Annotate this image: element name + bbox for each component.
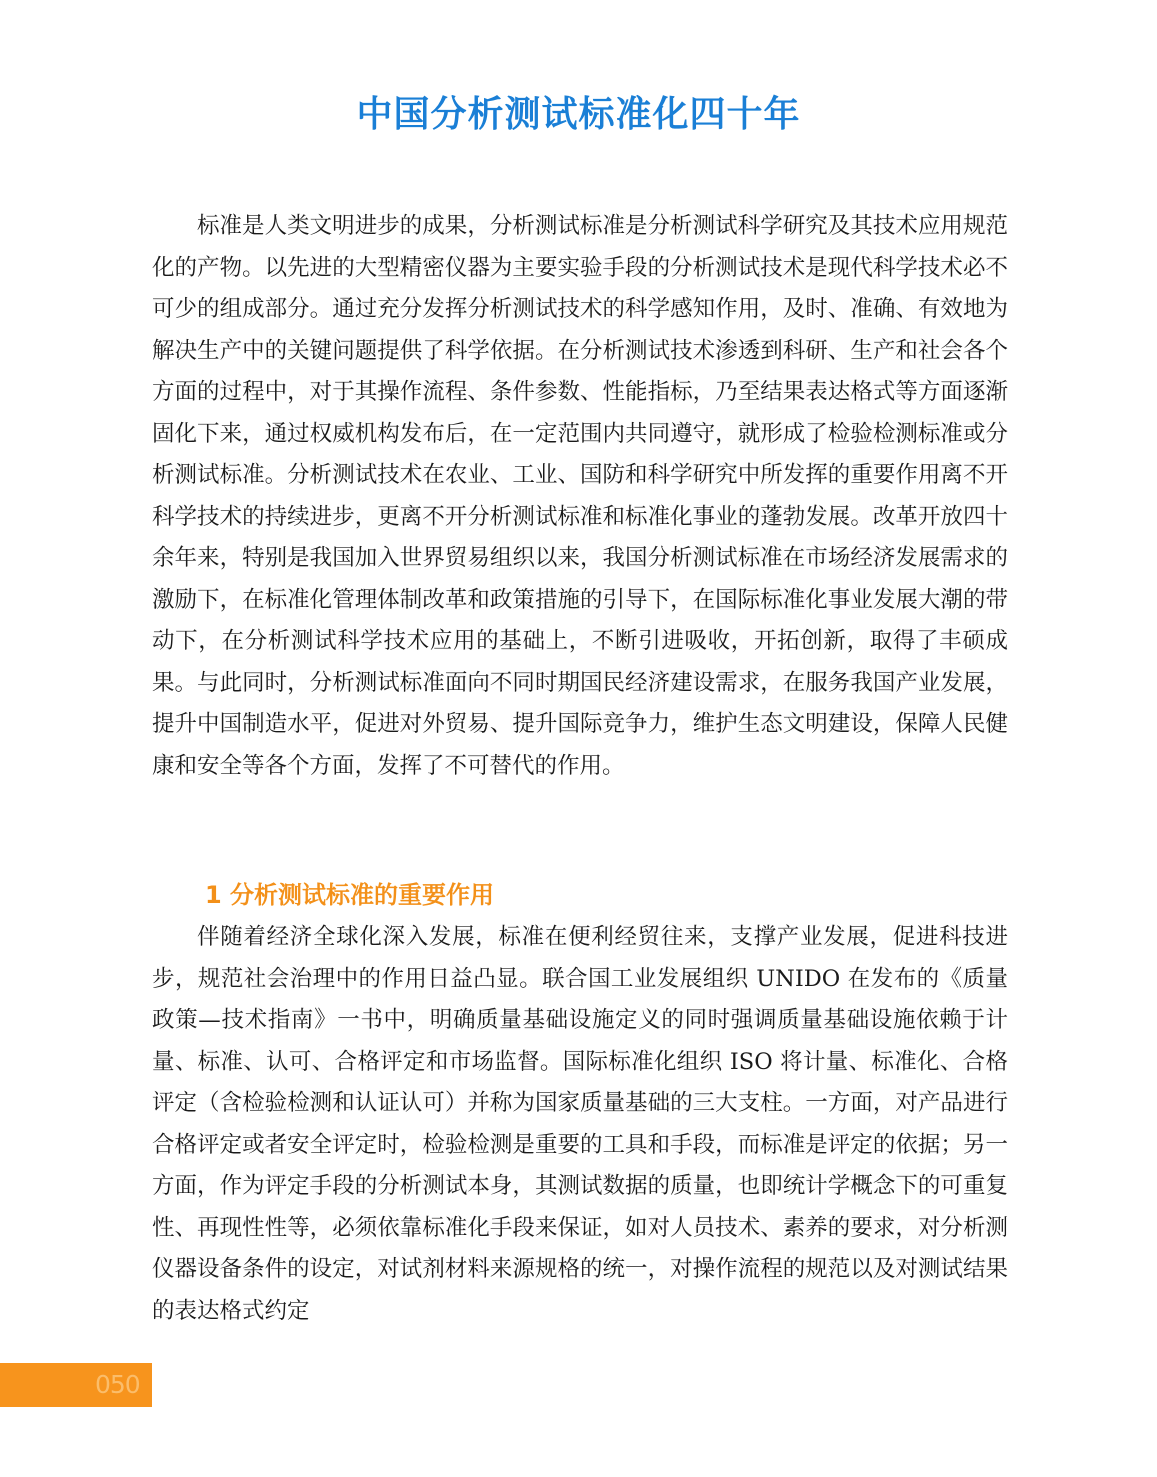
- section-paragraph: 伴随着经济全球化深入发展，标准在便利经贸往来，支撑产业发展，促进科技进步，规范社会治理中的作用日益凸显。联合国工业发展组织 UNIDO 在发布的《质量政策—技术指南》一书中，明确质量基础设施定义的同时强调质量基础设施依赖于计量、标准、认可、合格评定和市场监督。国际标准化组织 ISO 将计量、标准化、合格评定（含检验检测和认证认可）并称为国家质量基础的三大支柱。一方面，对产品进行合格评定或者安全评定时，检验检测是重要的工具和手段，而标准是评定的依据；另一方面，作为评定手段的分析测试本身，其测试数据的质量，也即统计学概念下的可重复性、再现性性等，必须依靠标准化手段来保证，如对人员技术、素养的要求，对分析测仪器设备条件的设定，对试剂材料来源规格的统一，对操作流程的规范以及对测试结果的表达格式约定: [152, 924, 1008, 1324]
- intro-paragraph: 标准是人类文明进步的成果，分析测试标准是分析测试科学研究及其技术应用规范化的产物。以先进的大型精密仪器为主要实验手段的分析测试技术是现代科学技术必不可少的组成部分。通过充分发挥分析测试技术的科学感知作用，及时、准确、有效地为解决生产中的关键问题提供了科学依据。在分析测试技术渗透到科研、生产和社会各个方面的过程中，对于其操作流程、条件参数、性能指标，乃至结果表达格式等方面逐渐固化下来，通过权威机构发布后，在一定范围内共同遵守，就形成了检验检测标准或分析测试标准。分析测试技术在农业、工业、国防和科学研究中所发挥的重要作用离不开科学技术的持续进步，更离不开分析测试标准和标准化事业的蓬勃发展。改革开放四十余年来，特别是我国加入世界贸易组织以来，我国分析测试标准在市场经济发展需求的激励下，在标准化管理体制改革和政策措施的引导下，在国际标准化事业发展大潮的带动下，在分析测试科学技术应用的基础上，不断引进吸收，开拓创新，取得了丰硕成果。与此同时，分析测试标准面向不同时期国民经济建设需求，在服务我国产业发展，提升中国制造水平，促进对外贸易、提升国际竞争力，维护生态文明建设，保障人民健康和安全等各个方面，发挥了不可替代的作用。: [152, 213, 1008, 779]
- section-heading: 1 分析测试标准的重要作用: [205, 881, 495, 909]
- page-title: 中国分析测试标准化四十年: [356, 94, 801, 135]
- page-number-tab: [0, 1363, 152, 1407]
- page-number: 050: [95, 1370, 140, 1399]
